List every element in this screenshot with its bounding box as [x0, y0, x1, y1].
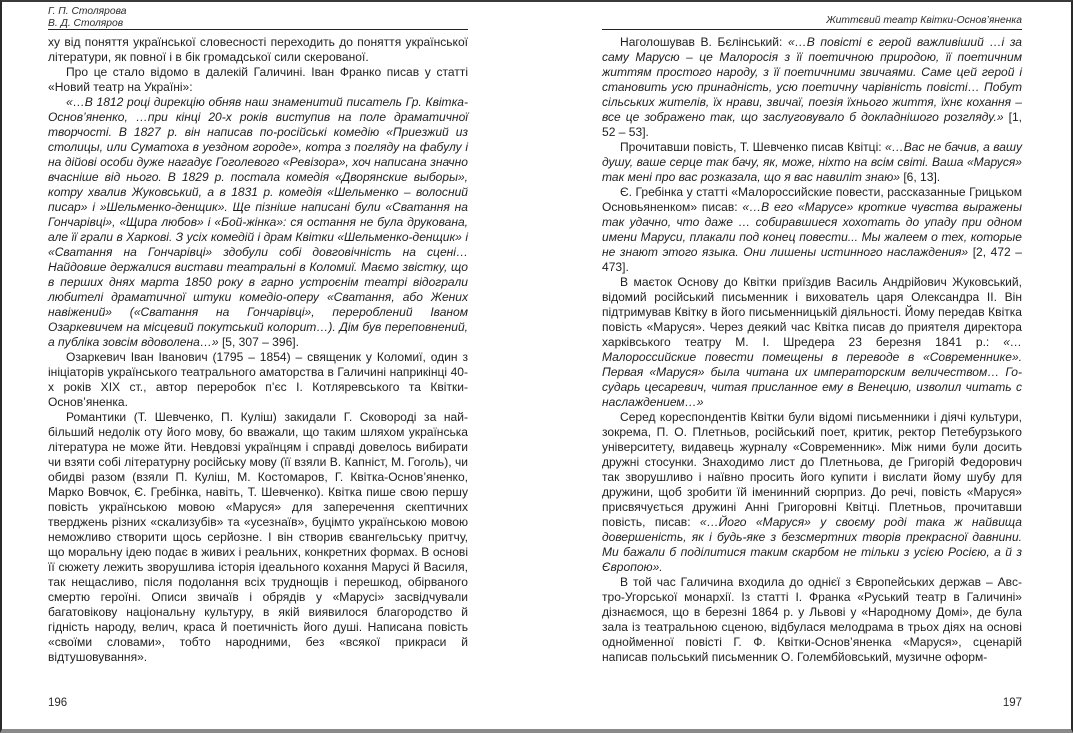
body-text: [1, 52 – 53].: [602, 110, 1022, 139]
paragraph: [602, 575, 1022, 665]
body-text: Про це стало відомо в далекій Галичині. Іван Франко писав у статті «Новий театр на Україні»:: [48, 65, 468, 94]
left-page: [48, 0, 468, 729]
left-page-body: [48, 35, 468, 665]
quotation-text: «…В 1812 році дирекцію обняв наш знаменитий писатель Гр. Квітка-Основ’яненко, …при кінці 20-х років виступив на поле драматичної творчості. В 1827 р. він написав по-російські комедію «Приезжий из столицы, или Суматоха в уездном городе», котра з погляду на фабулу і на дійові особи дуже нагадує Гоголевого «Ревізора», хоч написана значно вчасніше від нього. В 1829 р. постала комедія «Дворянские выборы», котру хвалив Жуковський, а в 1831 р. комедія «Шельменко – волосний писар» і »Шельменко-денщик». Ще пізніше написані були «Сватання на Гончарівці», «Щира любов» і «Бой-жінка»: ся остання не була друкована, але її грали в Харкові. З усіх комедій і драм Квітки «Шельменко-денщик» і «Сватання на Гончарівці» здобули собі довговічність на сцені… Найдовше держалися вистави театральні в Коломиї. Маємо звістку, що в перших днях марта 1850 року в гарно устроєнім театрі відограли любителі драматичної штуки комедіо-оперу «Сватання, або Жених навіжений» («Сватання на Гончарівці», перероблений Іваном Озаркевичем на місцевий покутський колорит…). Дім був переповнений, а публіка зовсім вдоволена…»: [48, 95, 468, 349]
body-text: Романтики (Т. Шевченко, П. Куліш) закидали Г. Сковороді за найбільший недолік оту його мову, бо вважали, що таким шляхом українська література не може йти. Невдовзі українцям і справді довелось вибирати чи взяти собі літературну російську мову (її взяли В. Капніст, М. Гоголь), чи обидві разом (взяли П. Куліш, М. Костомаров, Г. Квітка-Основ’яненко, Марко Вовчок, Є. Гребінка, навіть, Т. Шевченко). Квітка пише свою першу повість українською мовою «Маруся» для заперечення скептичних тверджень різних «скализубів» та «усезнаїв», буцімто українською мовою неможливо створити щось серйозне. І він створив євангельську притчу, що моральну ідею подає в живих і реальних, конкретних формах. В основі її сюжету лежить зворушлива історія ідеального кохання Марусі й Василя, так нещасливо, після подолання всіх труднощів і перешкод, обірваного смертю героїні. Описи звичаїв і обрядів у «Марусі» засвідчували багатовікову національну культуру, в якій виявилося благородство й гідність народу, велич, краса й поетичність його душі. Написана повість «своїми словами», тобто народними, без «всякої прикраси й відтушовування».: [48, 410, 468, 664]
paragraph: [602, 410, 1022, 575]
body-text: [6, 13].: [899, 170, 941, 184]
body-text: Серед кореспондентів Квітки були відомі письменники і діячі культури, зокрема, П. О. Плетньов, російський поет, критик, ректор Петебурзького університету, видавець журналу «Современник». Між ними були досить дружні стосунки. Знаходимо лист до Плетньова, де Григорій Федорович так зворушливо і наївно просить його купити і вислати йому шубу для дружини, щоб зробити їй іменинний сюрприз. До речі, повість «Маруся» присвячується дружині Анні Григоровні Квітці. Плетньов, прочитавши повість, писав:: [602, 410, 1022, 529]
author-1: Г. П. Столярова: [48, 6, 127, 17]
paragraph: [602, 275, 1022, 410]
paragraph: [48, 35, 468, 65]
running-header-title: Життєвий театр Квітки-Основ’яненка: [826, 15, 1022, 26]
quotation-text: «…Його «Маруся» у своєму роді така ж найвища довершеність, як і будь-яке з безсмертних творів прекрасної давнини. Ми бажали б поділитися таким скарбом не тільки з усією Росією, а й з Європою».: [602, 515, 1022, 574]
body-text: [5, 307 – 396].: [218, 335, 299, 349]
paragraph: [602, 185, 1022, 275]
body-text: В той час Галичина входила до однієї з Європейських держав – Австро-Угорської монархії. Із статті І. Франка «Руський театр в Галичині» дізнаємося, що в березні 1864 р. у Львові у «Народному Домі», де була зала із театральною сценою, відбулася мелодрама в трьох діях на основі однойменної повісті Г. Ф. Квітки-Основ’яненка «Маруся», сценарій написав польський письменник О. Голембйовський, музичне оформ-: [602, 575, 1022, 664]
quotation-text: «…В повісті є герой важливіший …і за саму Марусю – це Малоросія з її поетичною природою, її поетичним життям простого народу, з її поетичними звичаями. Саме цей герой і становить усю принадність, усю поетичну чарівність повісті… Побут сільських жителів, їх нрави, звичаї, поезія їхнього життя, їхнє кохання – все це зображено так, що заслуговувало б докладнішого розгляду.»: [602, 35, 1022, 124]
body-text: В маєток Основу до Квітки приїздив Василь Андрійович Жуковський, відомий російський письменник і вихователь царя Олександра ІІ. Він підтримував Квітку в його письменницькій діяльності. Йому передав Квітка повість «Маруся». Через деякий час Квітка писав до приятеля директора харківського театру М. І. Шредера 23 березня 1841 р.:: [602, 275, 1022, 349]
quotation-text: «…В его «Марусе» кроткие чувства выражены так удачно, что даже … собиравшиеся хохотать до упаду при одном имени Маруси, плакали под конец повести... Мы жалеем о тех, которые не знают этого языка. Они лишены истинного наслаждения»: [602, 200, 1022, 259]
paragraph: [48, 65, 468, 95]
running-header-authors: [48, 6, 468, 29]
body-text: [2, 472 – 473].: [602, 245, 1022, 274]
header-rule: [48, 29, 468, 30]
paragraph: [48, 95, 468, 350]
body-text: Є. Гребінка у статті «Малороссийские повести, рассказанные Грицьком Основьяненком» писав:: [602, 185, 1022, 214]
right-page: [602, 0, 1022, 729]
paragraph: [48, 350, 468, 410]
quotation-text: «…Вас не бачив, а вашу душу, ваше серце так бачу, як, може, ніхто на всім світі. Ваша «Маруся» так мені про вас розказала, що я вас навиліт знаю»: [602, 140, 1022, 184]
page-number: 196: [48, 697, 68, 709]
body-text: Прочитавши повість, Т. Шевченко писав Квітці:: [620, 140, 885, 154]
author-2: В. Д. Столяров: [48, 17, 124, 29]
header-rule: [602, 29, 1022, 30]
body-text: Наголошував В. Бєлінський:: [620, 35, 788, 49]
paragraph: [602, 35, 1022, 140]
body-text: Озаркевич Іван Іванович (1795 – 1854) – священик у Коломиї, один з ініціаторів українського театрального аматорства в Галичині наприкінці 40-х років ХІХ ст., автор переробок п’єс І. Котляревського та Квітки-Основ’яненка.: [48, 350, 468, 409]
quotation-text: «… Малороссийские повести помещены в переводе в «Современнике». Первая «Маруся» была читана их императорским величеством… Государь цесаревич, читая присланное ему в Венецию, изволил читать с наслаждением…»: [602, 335, 1022, 409]
paragraph: [602, 140, 1022, 185]
paragraph: [48, 410, 468, 665]
page-number: 197: [1002, 697, 1022, 709]
right-page-body: [602, 35, 1022, 665]
body-text: ху від поняття української словесності переходить до поняття української літератури, як повної і в бік громадської сили скерованої.: [48, 35, 468, 64]
